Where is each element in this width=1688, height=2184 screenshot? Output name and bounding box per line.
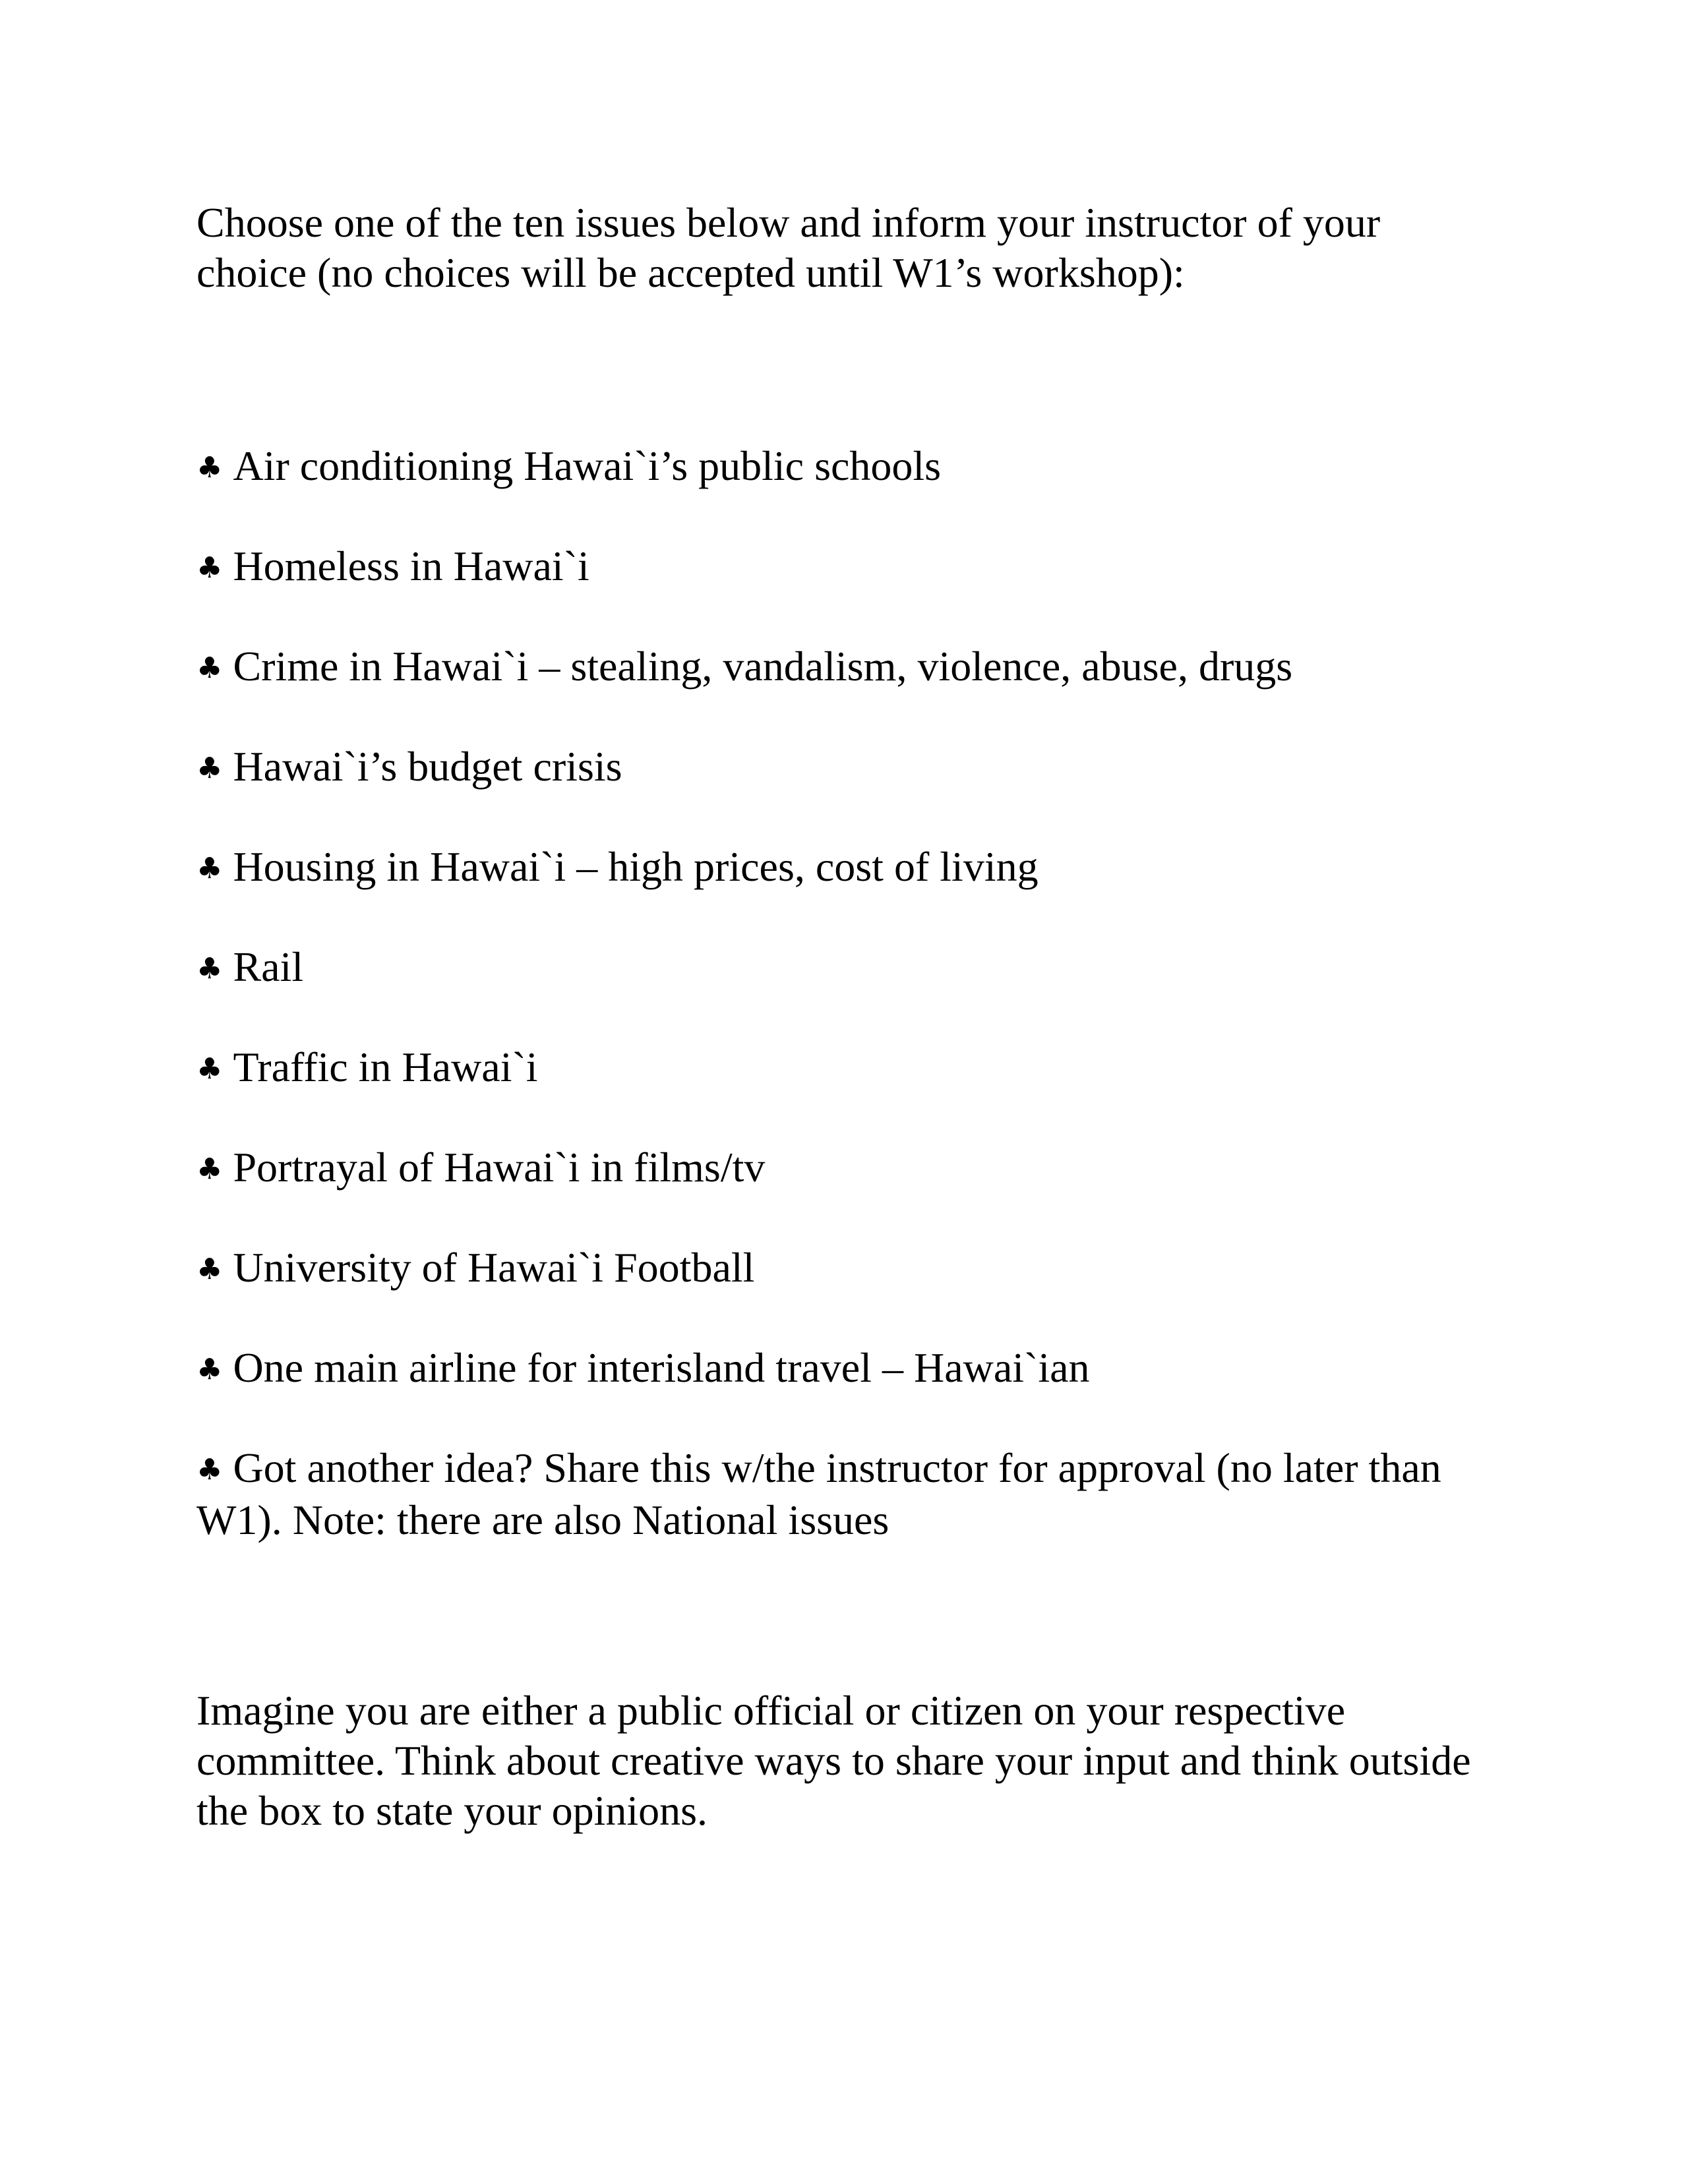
- club-bullet-icon: ♣: [196, 1353, 223, 1386]
- club-bullet-icon: ♣: [196, 451, 223, 485]
- club-bullet-icon: ♣: [196, 1253, 223, 1286]
- list-item: [196, 441, 1489, 541]
- issue-text: Rail: [233, 943, 304, 990]
- list-item: [196, 1142, 1489, 1243]
- issue-text: Got another idea? Share this w/the instructor for approval (no later than W1). Note: there are also National issues: [196, 1444, 1441, 1543]
- club-bullet-icon: ♣: [196, 952, 223, 986]
- closing-paragraph: Imagine you are either a public official or citizen on your respective committee. Think about creative ways to share your input and think outside the box to state your opinions.: [196, 1687, 1471, 1834]
- issue-text: Hawai`i’s budget crisis: [233, 743, 622, 790]
- issue-text: One main airline for interisland travel – Hawai`ian: [233, 1344, 1090, 1391]
- club-bullet-icon: ♣: [196, 752, 223, 785]
- intro-paragraph: Choose one of the ten issues below and inform your instructor of your choice (no choices will be accepted until W1’s workshop):: [196, 199, 1381, 296]
- list-item: [196, 541, 1489, 641]
- issue-text: Homeless in Hawai`i: [233, 543, 589, 589]
- club-bullet-icon: ♣: [196, 1453, 223, 1487]
- list-item: [196, 842, 1489, 942]
- list-item: [196, 942, 1489, 1042]
- club-bullet-icon: ♣: [196, 651, 223, 685]
- issue-text: Portrayal of Hawai`i in films/tv: [233, 1144, 766, 1191]
- club-bullet-icon: ♣: [196, 1152, 223, 1186]
- issue-text: Housing in Hawai`i – high prices, cost of living: [233, 843, 1039, 890]
- club-bullet-icon: ♣: [196, 852, 223, 885]
- issue-text: Air conditioning Hawai`i’s public schools: [233, 442, 942, 489]
- list-item: [196, 742, 1489, 842]
- list-item: [196, 641, 1489, 742]
- club-bullet-icon: ♣: [196, 551, 223, 585]
- list-item: [196, 1243, 1489, 1343]
- issue-text: Crime in Hawai`i – stealing, vandalism, violence, abuse, drugs: [233, 643, 1293, 690]
- issue-text: University of Hawai`i Football: [233, 1244, 755, 1291]
- list-item: [196, 1343, 1489, 1443]
- list-item: [196, 1042, 1489, 1142]
- list-item: [196, 1443, 1489, 1545]
- club-bullet-icon: ♣: [196, 1052, 223, 1086]
- issue-list: [196, 441, 1489, 1545]
- issue-text: Traffic in Hawai`i: [233, 1044, 538, 1090]
